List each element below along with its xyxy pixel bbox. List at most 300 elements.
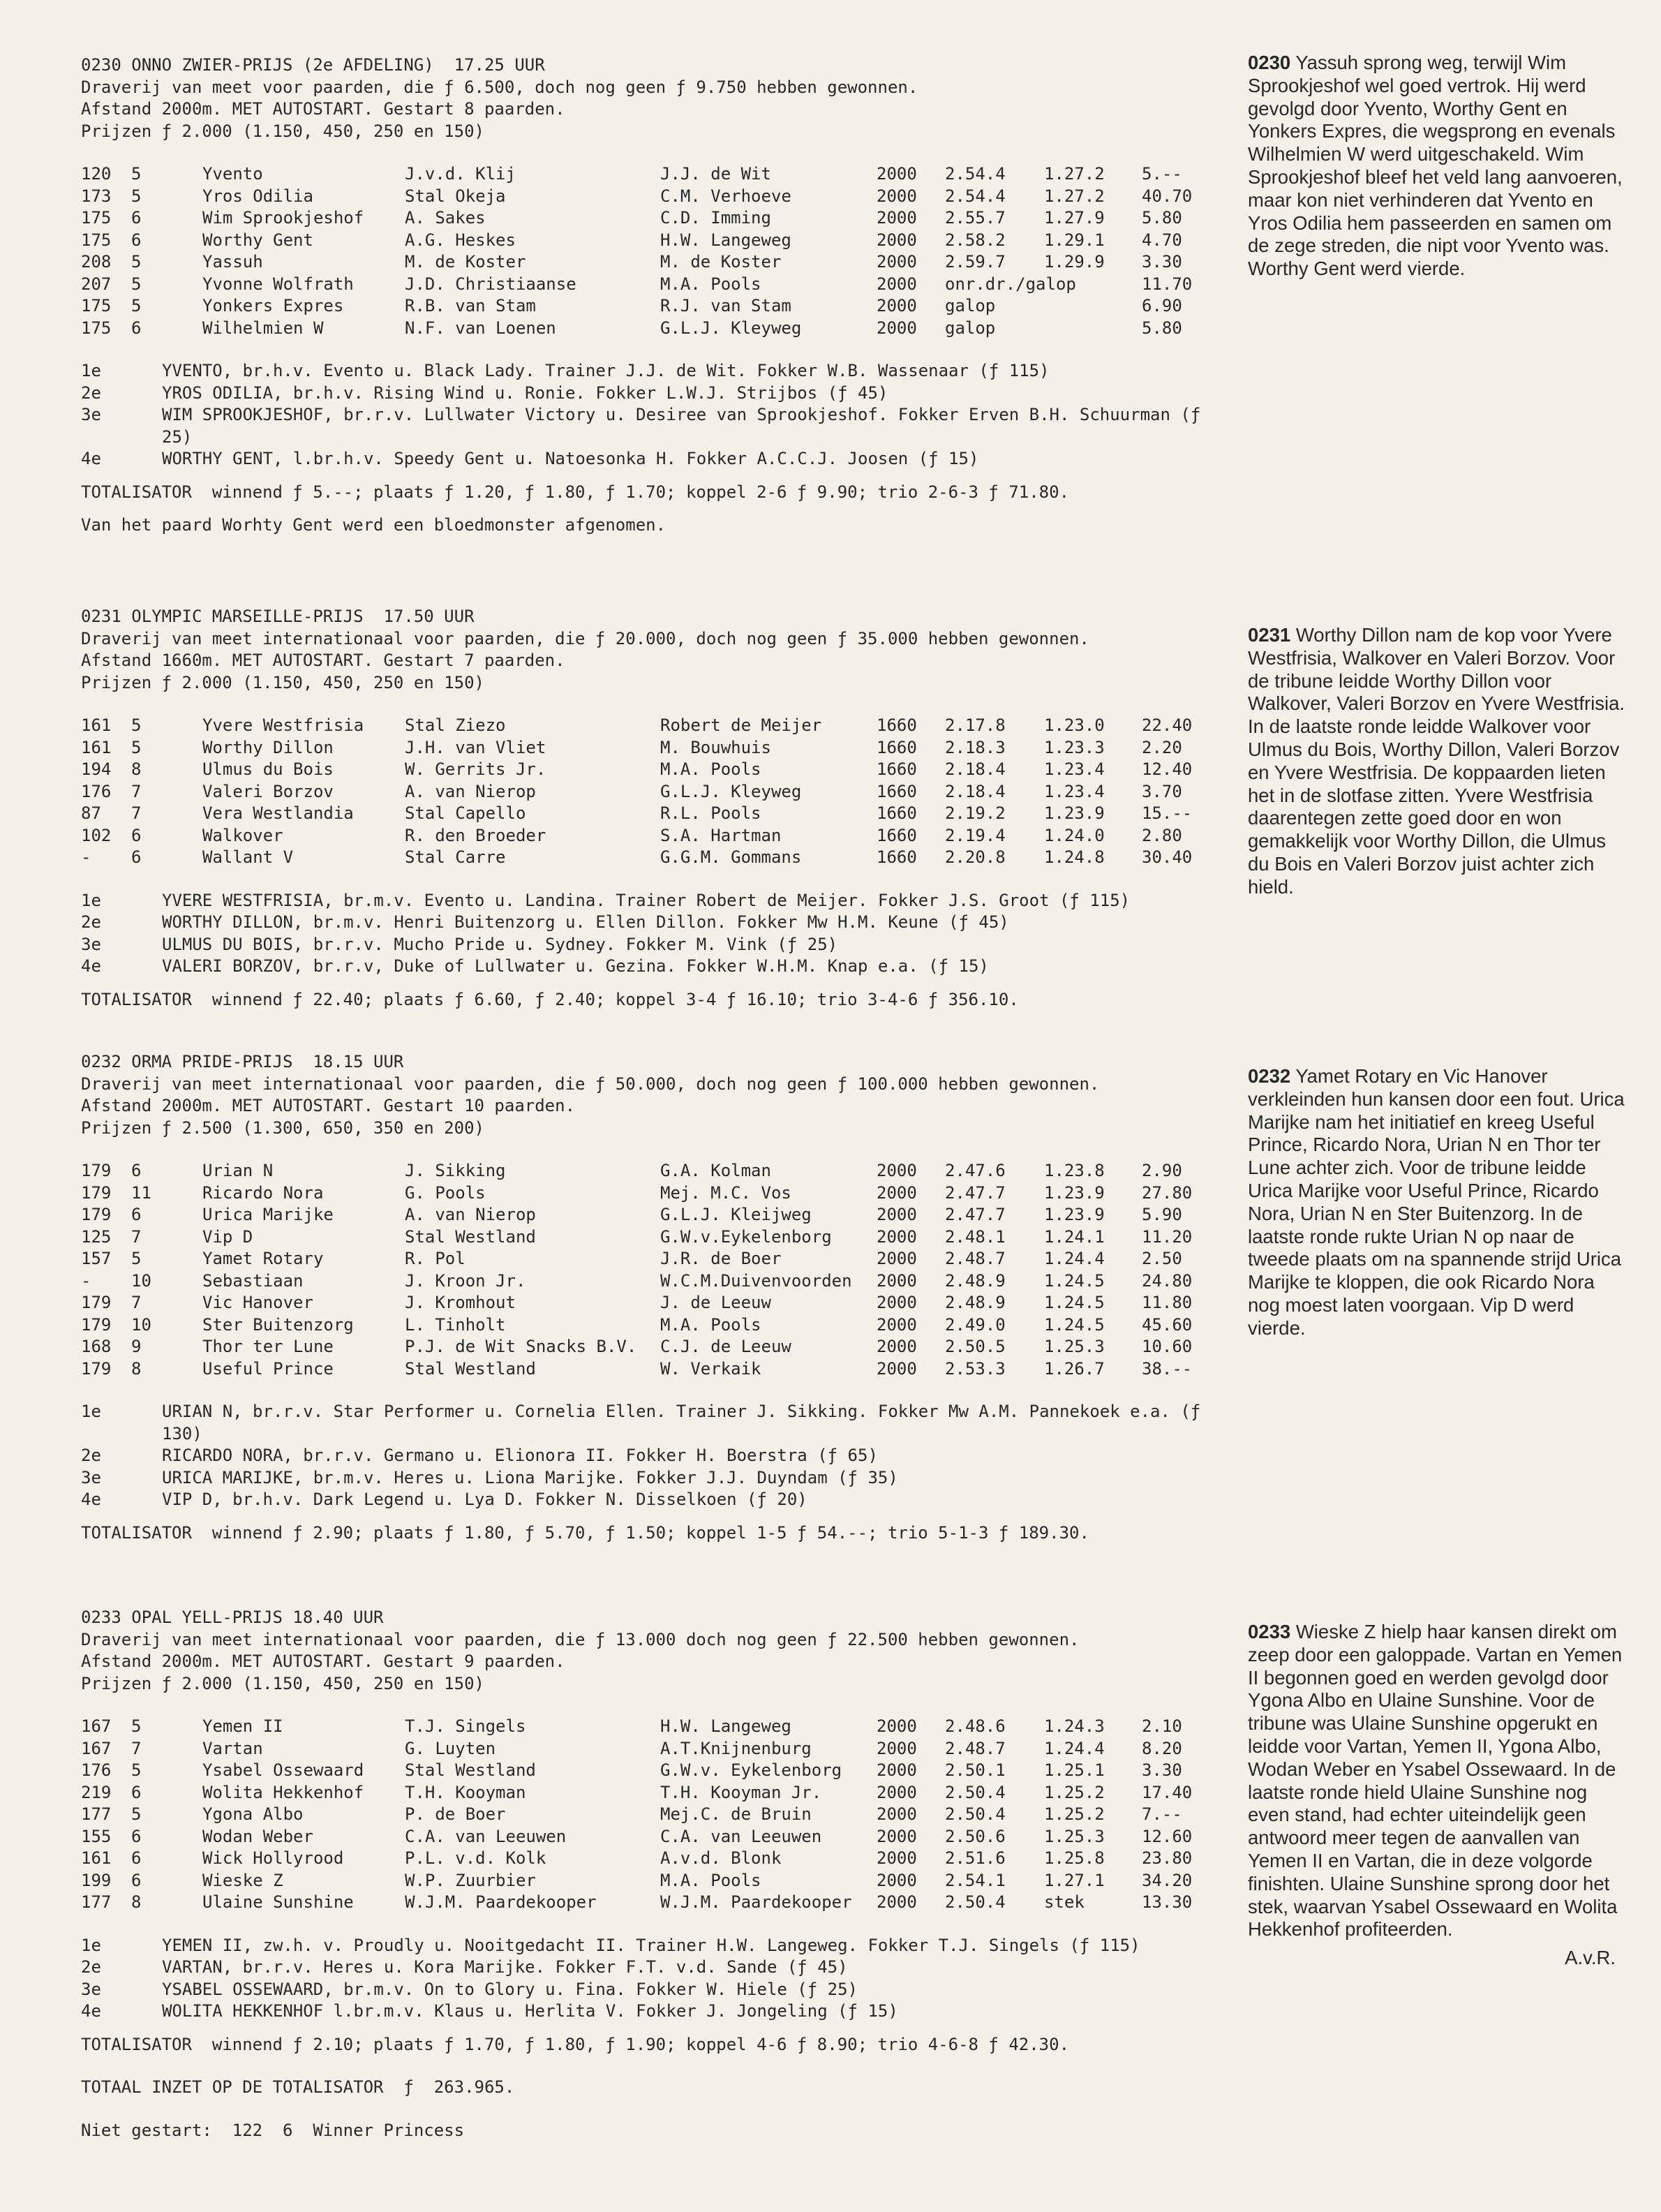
- cell-odds: 27.80: [1142, 1182, 1193, 1203]
- cell-horse-name: Vartan: [202, 1738, 263, 1758]
- cell-odds: 2.20: [1142, 737, 1182, 757]
- cell-horse-name: Yros Odilia: [202, 186, 313, 206]
- cell-race-time: 2.20.8: [945, 847, 1006, 867]
- placing-position: 4e: [81, 1490, 101, 1509]
- table-row: [81, 825, 1226, 847]
- cell-horse-name: Yonkers Expres: [202, 296, 344, 316]
- table-row: [81, 1160, 1226, 1182]
- results-table: [81, 163, 1226, 339]
- cell-odds: 8.20: [1142, 1738, 1182, 1758]
- placing-description: YVENTO, br.h.v. Evento u. Black Lady. Trainer J.J. de Wit. Fokker W.B. Wassenaar (ƒ 115): [162, 361, 1050, 380]
- cell-horse-name: Wolita Hekkenhof: [202, 1782, 364, 1802]
- table-row: [81, 207, 1226, 230]
- table-row: [81, 1182, 1226, 1205]
- race-header: 0231 OLYMPIC MARSEILLE-PRIJS 17.50 UUR: [81, 607, 475, 626]
- cell-start-weight: 194: [81, 759, 112, 779]
- cell-km-time: 1.24.5: [1044, 1293, 1105, 1312]
- cell-owner: W.P. Zuurbier: [405, 1870, 536, 1890]
- cell-odds: 12.60: [1142, 1826, 1193, 1846]
- cell-horse-age: 6: [131, 1205, 142, 1224]
- cell-owner: Stal Westland: [405, 1760, 536, 1780]
- placing-item: [81, 1445, 1226, 1467]
- cell-odds: 23.80: [1142, 1848, 1193, 1868]
- results-table: [81, 715, 1226, 869]
- race-report-0232: [1248, 1065, 1628, 1340]
- cell-odds: 30.40: [1142, 847, 1193, 867]
- cell-distance: 2000: [877, 230, 917, 250]
- placing-description: ULMUS DU BOIS, br.r.v. Mucho Pride u. Sydney. Fokker M. Vink (ƒ 25): [162, 934, 838, 954]
- cell-horse-age: 5: [131, 737, 142, 757]
- cell-start-weight: 208: [81, 252, 112, 272]
- cell-km-time: 1.27.2: [1044, 164, 1105, 184]
- cell-race-time: 2.50.6: [945, 1826, 1006, 1846]
- cell-driver: M.A. Pools: [660, 759, 761, 779]
- cell-odds: 7.--: [1142, 1804, 1182, 1824]
- cell-race-time: 2.48.1: [945, 1226, 1006, 1247]
- race-note: Van het paard Worhty Gent werd een bloedmonster afgenomen.: [81, 515, 666, 535]
- cell-odds: 12.40: [1142, 759, 1193, 779]
- table-row: [81, 759, 1226, 781]
- cell-owner: R. den Broeder: [405, 825, 546, 845]
- cell-distance: 2000: [877, 1892, 917, 1912]
- cell-owner: Stal Carre: [405, 847, 506, 867]
- report-number: 0231: [1248, 624, 1291, 646]
- race-description: Afstand 1660m. MET AUTOSTART. Gestart 7 paarden.: [81, 651, 565, 670]
- cell-owner: A.G. Heskes: [405, 230, 516, 250]
- table-row: [81, 295, 1226, 318]
- cell-distance: 1660: [877, 825, 917, 845]
- cell-owner: L. Tinholt: [405, 1314, 506, 1335]
- placing-item: [81, 404, 1226, 448]
- placing-description: YROS ODILIA, br.h.v. Rising Wind u. Ronie. Fokker L.W.J. Strijbos (ƒ 45): [162, 383, 888, 403]
- placing-item: [81, 956, 1226, 978]
- placings-list: [81, 890, 1226, 978]
- cell-distance: 2000: [877, 1249, 917, 1268]
- cell-driver: C.J. de Leeuw: [660, 1337, 791, 1356]
- cell-owner: T.J. Singels: [405, 1716, 526, 1736]
- table-row: [81, 318, 1226, 340]
- cell-driver: C.A. van Leeuwen: [660, 1826, 822, 1846]
- table-row: [81, 251, 1226, 274]
- cell-race-time: 2.19.4: [945, 825, 1006, 845]
- cell-distance: 2000: [877, 186, 917, 206]
- table-row: [81, 737, 1226, 759]
- cell-horse-age: 6: [131, 847, 142, 867]
- race-description: Prijzen ƒ 2.500 (1.300, 650, 350 en 200): [81, 1118, 484, 1138]
- cell-km-time: 1.27.2: [1044, 186, 1105, 206]
- cell-owner: A. Sakes: [405, 208, 486, 228]
- cell-horse-age: 7: [131, 803, 142, 823]
- table-row: [81, 781, 1226, 803]
- cell-start-weight: 157: [81, 1249, 112, 1268]
- cell-odds: 38.--: [1142, 1358, 1193, 1379]
- cell-horse-name: Walkover: [202, 825, 283, 845]
- placing-description: VALERI BORZOV, br.r.v, Duke of Lullwater u. Gezina. Fokker W.H.M. Knap e.a. (ƒ 15): [162, 956, 989, 976]
- cell-odds: 11.20: [1142, 1226, 1193, 1247]
- placing-item: [81, 448, 1226, 470]
- race-description: Draverij van meet internationaal voor paarden, die ƒ 50.000, doch nog geen ƒ 100.000 hebben gewonnen.: [81, 1074, 1100, 1094]
- cell-horse-name: Wallant V: [202, 847, 294, 867]
- cell-horse-age: 5: [131, 186, 142, 206]
- report-text: Yamet Rotary en Vic Hanover verkleinden hun kansen door een fout. Urica Marijke nam het initiatief en kreeg Useful Prince, Ricardo Nora, Urian N en Thor ter Lune achter zich. Voor de tribune leidde Urica Marijke voor Useful Prince, Ricardo Nora, Urian N en Ster Buitenzorg. In de laatste ronde rukte Urian N op naar de tweede plaats om na spannende strijd Urica Marijke te kloppen, die ook Ricardo Nora nog moest laten voorgaan. Vip D werd vierde.: [1248, 1065, 1625, 1339]
- cell-horse-age: 5: [131, 1249, 142, 1268]
- cell-km-time: 1.23.0: [1044, 715, 1105, 735]
- table-row: [81, 1892, 1226, 1914]
- placing-position: 1e: [81, 1402, 101, 1421]
- cell-horse-name: Worthy Gent: [202, 230, 313, 250]
- cell-race-time: 2.54.1: [945, 1870, 1006, 1890]
- totalisator: TOTALISATOR winnend ƒ 22.40; plaats ƒ 6.60, ƒ 2.40; koppel 3-4 ƒ 16.10; trio 3-4-6 ƒ 356.10.: [81, 989, 1019, 1009]
- cell-start-weight: 179: [81, 1358, 112, 1379]
- cell-distance: 2000: [877, 1716, 917, 1736]
- cell-start-weight: 177: [81, 1892, 112, 1912]
- cell-odds: 13.30: [1142, 1892, 1193, 1912]
- cell-horse-age: 10: [131, 1314, 151, 1335]
- race-header: 0230 ONNO ZWIER-PRIJS (2e AFDELING) 17.25 UUR: [81, 55, 545, 75]
- cell-owner: Stal Westland: [405, 1358, 536, 1379]
- cell-start-weight: -: [81, 1270, 91, 1291]
- report-text: Wieske Z hielp haar kansen direkt om zeep door een galoppade. Vartan en Yemen II begonnen goed en werden gevolgd door Ygona Albo en Ulaine Sunshine. Voor de tribune was Ulaine Sunshine opgerukt en leidde voor Vartan, Yemen II, Ygona Albo, Wodan Weber en Ysabel Ossewaard. In de laatste ronde hield Ulaine Sunshine nog even stand, had echter uiteindelijk geen antwoord meer tegen de aanvallen van Yemen II en Vartan, die in deze volgorde finishten. Ulaine Sunshine sprong door het stek, waarvan Ysabel Ossewaard en Wolita Hekkenhof profiteerden.: [1248, 1621, 1623, 1940]
- cell-driver: Mej.C. de Bruin: [660, 1804, 812, 1824]
- cell-odds: 2.90: [1142, 1161, 1182, 1180]
- cell-race-time: 2.53.3: [945, 1358, 1006, 1379]
- cell-distance: 2000: [877, 1804, 917, 1824]
- cell-race-time: onr.dr./galop: [945, 274, 1076, 294]
- author-signature: A.v.R.: [1565, 1947, 1616, 1969]
- cell-horse-age: 5: [131, 296, 142, 316]
- cell-distance: 1660: [877, 781, 917, 801]
- cell-odds: 10.60: [1142, 1337, 1193, 1356]
- cell-driver: M.A. Pools: [660, 1870, 761, 1890]
- cell-km-time: 1.24.3: [1044, 1716, 1105, 1736]
- cell-distance: 2000: [877, 1270, 917, 1291]
- placing-item: [81, 1935, 1226, 1957]
- cell-distance: 2000: [877, 1161, 917, 1180]
- cell-driver: S.A. Hartman: [660, 825, 782, 845]
- cell-odds: 17.40: [1142, 1782, 1193, 1802]
- cell-km-time: 1.25.8: [1044, 1848, 1105, 1868]
- cell-distance: 2000: [877, 1782, 917, 1802]
- cell-race-time: 2.55.7: [945, 208, 1006, 228]
- placing-description: VARTAN, br.r.v. Heres u. Kora Marijke. Fokker F.T. v.d. Sande (ƒ 45): [162, 1957, 848, 1977]
- cell-driver: C.M. Verhoeve: [660, 186, 791, 206]
- report-text: Yassuh sprong weg, terwijl Wim Sprookjeshof wel goed vertrok. Hij werd gevolgd door Yvento, Worthy Gent en Yonkers Expres, die wegsprong en evenals Wilhelmien W werd uitgeschakeld. Wim Sprookjeshof bleef het veld lang aanvoeren, maar kon niet verhinderen dat Yvento en Yros Odilia hem passeerden en samen om de zege streden, die nipt voor Yvento was. Worthy Gent werd vierde.: [1248, 52, 1623, 280]
- cell-driver: A.v.d. Blonk: [660, 1848, 782, 1868]
- cell-horse-name: Wick Hollyrood: [202, 1848, 344, 1868]
- cell-km-time: 1.24.5: [1044, 1270, 1105, 1291]
- placing-position: 2e: [81, 1957, 101, 1977]
- cell-distance: 1660: [877, 847, 917, 867]
- race-0231: [81, 606, 1226, 1011]
- placing-position: 3e: [81, 405, 101, 424]
- cell-km-time: stek: [1044, 1892, 1085, 1912]
- placing-position: 2e: [81, 912, 101, 932]
- cell-horse-age: 9: [131, 1337, 142, 1356]
- cell-start-weight: 161: [81, 715, 112, 735]
- cell-km-time: 1.27.1: [1044, 1870, 1105, 1890]
- report-number: 0230: [1248, 52, 1291, 73]
- placing-description: WOLITA HEKKENHOF l.br.m.v. Klaus u. Herlita V. Fokker J. Jongeling (ƒ 15): [162, 2001, 898, 2021]
- race-description: Draverij van meet internationaal voor paarden, die ƒ 13.000 doch nog geen ƒ 22.500 hebben gewonnen.: [81, 1629, 1080, 1649]
- table-row: [81, 1782, 1226, 1804]
- cell-driver: G.A. Kolman: [660, 1161, 771, 1180]
- cell-odds: 11.70: [1142, 274, 1193, 294]
- cell-odds: 40.70: [1142, 186, 1193, 206]
- cell-driver: J.R. de Boer: [660, 1249, 782, 1268]
- not-started: Niet gestart: 122 6 Winner Princess: [81, 2120, 465, 2140]
- cell-horse-name: Urica Marijke: [202, 1205, 334, 1224]
- race-description: Prijzen ƒ 2.000 (1.150, 450, 250 en 150): [81, 121, 484, 141]
- cell-race-time: 2.50.4: [945, 1804, 1006, 1824]
- placing-item: [81, 360, 1226, 383]
- table-row: [81, 230, 1226, 252]
- race-description: Prijzen ƒ 2.000 (1.150, 450, 250 en 150): [81, 672, 484, 692]
- cell-owner: J. Sikking: [405, 1161, 506, 1180]
- cell-start-weight: 175: [81, 230, 112, 250]
- table-row: [81, 1738, 1226, 1760]
- cell-race-time: 2.50.4: [945, 1892, 1006, 1912]
- cell-horse-name: Ulmus du Bois: [202, 759, 334, 779]
- race-description: Prijzen ƒ 2.000 (1.150, 450, 250 en 150): [81, 1673, 484, 1693]
- cell-horse-name: Sebastiaan: [202, 1270, 304, 1291]
- cell-horse-name: Yvento: [202, 164, 263, 184]
- cell-distance: 2000: [877, 296, 917, 316]
- cell-race-time: 2.18.3: [945, 737, 1006, 757]
- cell-owner: T.H. Kooyman: [405, 1782, 526, 1802]
- totalisator: TOTALISATOR winnend ƒ 5.--; plaats ƒ 1.20, ƒ 1.80, ƒ 1.70; koppel 2-6 ƒ 9.90; trio 2-6-3 ƒ 71.80.: [81, 482, 1070, 502]
- cell-driver: M.A. Pools: [660, 1314, 761, 1335]
- placings-list: [81, 1935, 1226, 2023]
- placing-item: [81, 383, 1226, 405]
- cell-owner: Stal Westland: [405, 1226, 536, 1247]
- totalisator: TOTALISATOR winnend ƒ 2.10; plaats ƒ 1.70, ƒ 1.80, ƒ 1.90; koppel 4-6 ƒ 8.90; trio 4-6-8 ƒ 42.30.: [81, 2034, 1070, 2054]
- table-row: [81, 847, 1226, 869]
- placing-description: YSABEL OSSEWAARD, br.m.v. On to Glory u. Fina. Fokker W. Hiele (ƒ 25): [162, 1979, 858, 1999]
- table-row: [81, 1248, 1226, 1270]
- placing-item: [81, 1467, 1226, 1490]
- cell-driver: M. de Koster: [660, 252, 782, 272]
- cell-km-time: 1.23.9: [1044, 803, 1105, 823]
- cell-owner: J.v.d. Klij: [405, 164, 516, 184]
- placing-position: 2e: [81, 1446, 101, 1465]
- cell-driver: H.W. Langeweg: [660, 230, 791, 250]
- cell-odds: 5.90: [1142, 1205, 1182, 1224]
- cell-start-weight: 120: [81, 164, 112, 184]
- cell-race-time: 2.50.5: [945, 1337, 1006, 1356]
- cell-odds: 22.40: [1142, 715, 1193, 735]
- table-row: [81, 163, 1226, 186]
- cell-horse-name: Yemen II: [202, 1716, 283, 1736]
- cell-horse-age: 5: [131, 1804, 142, 1824]
- cell-driver: G.G.M. Gommans: [660, 847, 802, 867]
- cell-start-weight: 155: [81, 1826, 112, 1846]
- placing-position: 2e: [81, 383, 101, 403]
- cell-odds: 15.--: [1142, 803, 1193, 823]
- cell-distance: 2000: [877, 1337, 917, 1356]
- cell-horse-name: Useful Prince: [202, 1358, 334, 1379]
- cell-km-time: 1.25.3: [1044, 1337, 1105, 1356]
- placing-item: [81, 1979, 1226, 2001]
- cell-race-time: 2.59.7: [945, 252, 1006, 272]
- cell-horse-name: Ricardo Nora: [202, 1182, 324, 1203]
- cell-driver: A.T.Knijnenburg: [660, 1738, 812, 1758]
- cell-start-weight: 179: [81, 1205, 112, 1224]
- placing-item: [81, 1957, 1226, 1979]
- placing-position: 4e: [81, 2001, 101, 2021]
- race-header: 0233 OPAL YELL-PRIJS 18.40 UUR: [81, 1608, 384, 1627]
- cell-owner: J.D. Christiaanse: [405, 274, 576, 294]
- cell-distance: 1660: [877, 759, 917, 779]
- race-description: Afstand 2000m. MET AUTOSTART. Gestart 10 paarden.: [81, 1096, 576, 1115]
- cell-km-time: 1.24.1: [1044, 1226, 1105, 1247]
- cell-horse-name: Ysabel Ossewaard: [202, 1760, 364, 1780]
- cell-race-time: galop: [945, 318, 996, 338]
- cell-start-weight: 179: [81, 1293, 112, 1312]
- placings-list: [81, 360, 1226, 470]
- cell-race-time: 2.54.4: [945, 186, 1006, 206]
- cell-odds: 11.80: [1142, 1293, 1193, 1312]
- cell-owner: G. Luyten: [405, 1738, 496, 1758]
- cell-race-time: 2.47.7: [945, 1205, 1006, 1224]
- cell-distance: 2000: [877, 1182, 917, 1203]
- cell-horse-age: 7: [131, 781, 142, 801]
- cell-odds: 2.80: [1142, 825, 1182, 845]
- cell-horse-age: 7: [131, 1226, 142, 1247]
- cell-race-time: 2.47.7: [945, 1182, 1006, 1203]
- cell-horse-name: Yvonne Wolfrath: [202, 274, 354, 294]
- placing-position: 4e: [81, 956, 101, 976]
- race-report-0231: [1248, 624, 1628, 899]
- cell-km-time: 1.24.5: [1044, 1314, 1105, 1335]
- cell-km-time: 1.25.2: [1044, 1782, 1105, 1802]
- cell-start-weight: 175: [81, 318, 112, 338]
- cell-start-weight: 168: [81, 1337, 112, 1356]
- placing-description: YVERE WESTFRISIA, br.m.v. Evento u. Landina. Trainer Robert de Meijer. Fokker J.S. Groot (ƒ 115): [162, 890, 1131, 910]
- cell-owner: J. Kromhout: [405, 1293, 516, 1312]
- cell-owner: J.H. van Vliet: [405, 737, 546, 757]
- cell-driver: W.C.M.Duivenvoorden: [660, 1270, 852, 1291]
- cell-odds: 6.90: [1142, 296, 1182, 316]
- cell-start-weight: 176: [81, 1760, 112, 1780]
- cell-race-time: 2.18.4: [945, 759, 1006, 779]
- cell-km-time: 1.24.0: [1044, 825, 1105, 845]
- cell-start-weight: 176: [81, 781, 112, 801]
- race-0232: [81, 1051, 1226, 1544]
- table-row: [81, 1760, 1226, 1782]
- cell-km-time: 1.26.7: [1044, 1358, 1105, 1379]
- placing-description: WORTHY GENT, l.br.h.v. Speedy Gent u. Natoesonka H. Fokker A.C.C.J. Joosen (ƒ 15): [162, 449, 979, 468]
- cell-driver: C.D. Imming: [660, 208, 771, 228]
- cell-start-weight: 125: [81, 1226, 112, 1247]
- report-number: 0233: [1248, 1621, 1291, 1642]
- cell-km-time: 1.25.3: [1044, 1826, 1105, 1846]
- cell-odds: 5.80: [1142, 318, 1182, 338]
- cell-distance: 2000: [877, 1848, 917, 1868]
- cell-driver: Mej. M.C. Vos: [660, 1182, 791, 1203]
- cell-horse-age: 6: [131, 1870, 142, 1890]
- placing-description: WORTHY DILLON, br.m.v. Henri Buitenzorg u. Ellen Dillon. Fokker Mw H.M. Keune (ƒ 45): [162, 912, 1009, 932]
- cell-distance: 2000: [877, 1293, 917, 1312]
- cell-km-time: 1.25.1: [1044, 1760, 1105, 1780]
- cell-km-time: 1.27.9: [1044, 208, 1105, 228]
- cell-race-time: 2.48.7: [945, 1738, 1006, 1758]
- cell-distance: 2000: [877, 164, 917, 184]
- cell-driver: J. de Leeuw: [660, 1293, 771, 1312]
- placing-item: [81, 2001, 1226, 2023]
- cell-distance: 2000: [877, 318, 917, 338]
- cell-start-weight: 199: [81, 1870, 112, 1890]
- cell-distance: 2000: [877, 1314, 917, 1335]
- cell-owner: W. Gerrits Jr.: [405, 759, 546, 779]
- cell-race-time: 2.48.9: [945, 1270, 1006, 1291]
- cell-distance: 2000: [877, 1870, 917, 1890]
- cell-horse-age: 6: [131, 318, 142, 338]
- cell-race-time: 2.48.7: [945, 1249, 1006, 1268]
- cell-owner: P. de Boer: [405, 1804, 506, 1824]
- cell-km-time: 1.24.4: [1044, 1738, 1105, 1758]
- race-0233: [81, 1607, 1226, 2142]
- report-number: 0232: [1248, 1065, 1291, 1087]
- placing-item: [81, 1489, 1226, 1511]
- cell-horse-name: Yvere Westfrisia: [202, 715, 364, 735]
- cell-odds: 2.50: [1142, 1249, 1182, 1268]
- cell-horse-age: 7: [131, 1293, 142, 1312]
- table-row: [81, 1870, 1226, 1892]
- cell-horse-name: Yassuh: [202, 252, 263, 272]
- cell-distance: 2000: [877, 1738, 917, 1758]
- cell-distance: 2000: [877, 252, 917, 272]
- placing-position: 1e: [81, 890, 101, 910]
- cell-owner: G. Pools: [405, 1182, 486, 1203]
- cell-race-time: 2.58.2: [945, 230, 1006, 250]
- cell-race-time: 2.19.2: [945, 803, 1006, 823]
- cell-owner: M. de Koster: [405, 252, 526, 272]
- cell-horse-name: Vic Hanover: [202, 1293, 313, 1312]
- cell-start-weight: -: [81, 847, 91, 867]
- race-description: Afstand 2000m. MET AUTOSTART. Gestart 9 paarden.: [81, 1651, 565, 1671]
- cell-horse-age: 6: [131, 230, 142, 250]
- cell-owner: Stal Okeja: [405, 186, 506, 206]
- table-row: [81, 1226, 1226, 1249]
- cell-owner: N.F. van Loenen: [405, 318, 556, 338]
- total-stake: TOTAAL INZET OP DE TOTALISATOR ƒ 263.965.: [81, 2077, 515, 2097]
- cell-owner: C.A. van Leeuwen: [405, 1826, 567, 1846]
- cell-horse-name: Ygona Albo: [202, 1804, 304, 1824]
- cell-race-time: 2.50.1: [945, 1760, 1006, 1780]
- cell-odds: 2.10: [1142, 1716, 1182, 1736]
- cell-distance: 2000: [877, 1226, 917, 1247]
- placing-position: 3e: [81, 934, 101, 954]
- cell-owner: A. van Nierop: [405, 781, 536, 801]
- cell-horse-age: 6: [131, 208, 142, 228]
- cell-odds: 3.70: [1142, 781, 1182, 801]
- cell-horse-age: 5: [131, 164, 142, 184]
- cell-odds: 3.30: [1142, 252, 1182, 272]
- cell-horse-age: 5: [131, 1760, 142, 1780]
- table-row: [81, 1716, 1226, 1738]
- cell-start-weight: 102: [81, 825, 112, 845]
- cell-start-weight: 167: [81, 1716, 112, 1736]
- cell-horse-age: 6: [131, 1782, 142, 1802]
- placing-position: 3e: [81, 1467, 101, 1487]
- cell-owner: W.J.M. Paardekooper: [405, 1892, 597, 1912]
- table-row: [81, 1204, 1226, 1226]
- cell-start-weight: 87: [81, 803, 101, 823]
- placing-position: 3e: [81, 1979, 101, 1999]
- cell-horse-age: 10: [131, 1270, 151, 1291]
- placings-list: [81, 1401, 1226, 1511]
- cell-start-weight: 173: [81, 186, 112, 206]
